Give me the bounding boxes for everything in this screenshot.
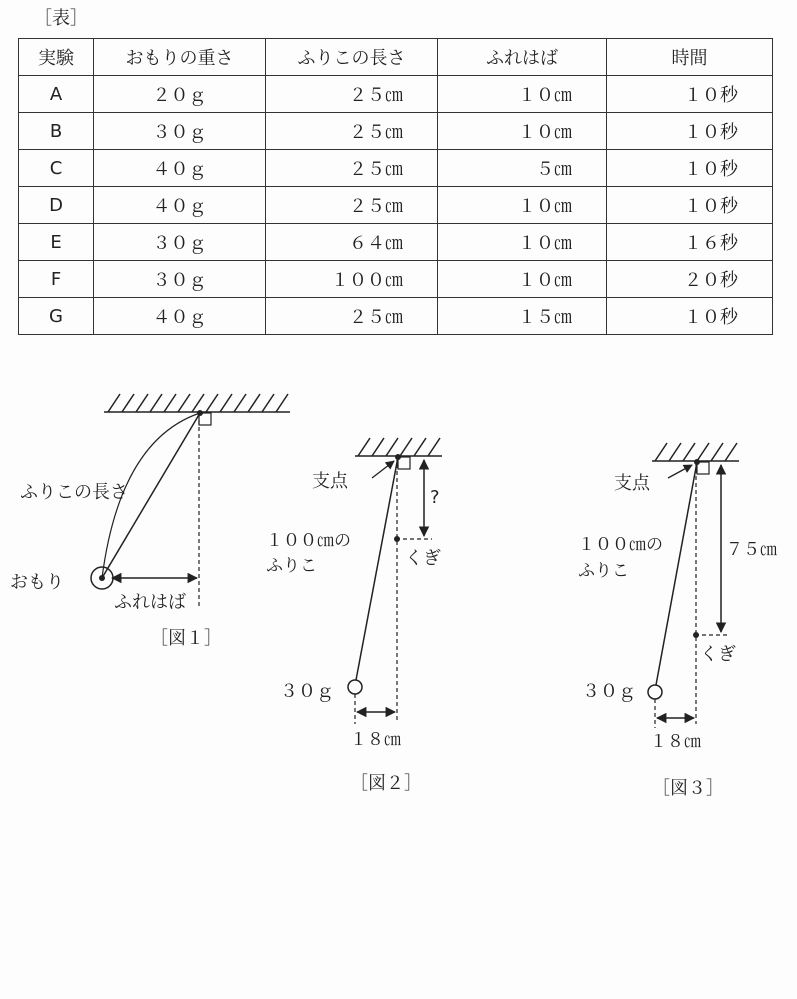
cell-time: １６秒 (607, 224, 773, 261)
cell-time: １０秒 (607, 150, 773, 187)
cell-experiment: D (19, 187, 94, 224)
cell-length: ６４㎝ (266, 224, 438, 261)
question-label: ? (430, 487, 440, 508)
cell-amplitude: １０㎝ (438, 76, 607, 113)
distance-label: ７５㎝ (726, 540, 777, 560)
cell-length: ２５㎝ (266, 113, 438, 150)
cell-experiment: E (19, 224, 94, 261)
figure-3-caption: ［図３］ (652, 778, 724, 799)
table-caption: ［表］ (34, 8, 88, 29)
pendulum-label-line2: ふりこ (266, 556, 317, 576)
cell-weight: ２０ｇ (94, 76, 266, 113)
cell-weight: ４０ｇ (94, 187, 266, 224)
weight-bob (348, 680, 362, 694)
weight-bob (648, 685, 662, 699)
cell-experiment: A (19, 76, 94, 113)
pendulum-label-line2: ふりこ (578, 561, 629, 581)
cell-experiment: G (19, 298, 94, 335)
cell-experiment: F (19, 261, 94, 298)
pendulum-string (656, 462, 697, 685)
bob-center (99, 575, 105, 581)
cell-time: １０秒 (607, 113, 773, 150)
cell-weight: ４０ｇ (94, 298, 266, 335)
figure-2-caption: ［図２］ (350, 773, 422, 794)
cell-time: １０秒 (607, 187, 773, 224)
cell-amplitude: １０㎝ (438, 187, 607, 224)
cell-amplitude: ５㎝ (438, 150, 607, 187)
nail-label: くぎ (405, 548, 441, 569)
pendulum-string (356, 457, 398, 680)
cell-experiment: B (19, 113, 94, 150)
weight-label: おもり (10, 572, 64, 593)
nail-point (394, 536, 400, 542)
figure-1-caption: ［図１］ (150, 628, 222, 649)
cell-experiment: C (19, 150, 94, 187)
nail-point (693, 632, 699, 638)
pivot-pointer-arrow (668, 465, 692, 478)
cell-time: １０秒 (607, 76, 773, 113)
pendulum-label-line1: １００㎝の (266, 531, 351, 551)
cell-length: ２５㎝ (266, 298, 438, 335)
cell-time: ２０秒 (607, 261, 773, 298)
ceiling-hatch (652, 443, 739, 461)
cell-amplitude: １０㎝ (438, 224, 607, 261)
cell-weight: ３０ｇ (94, 261, 266, 298)
ceiling-hatch (104, 394, 290, 412)
figure-2 (266, 438, 442, 794)
cell-weight: ３０ｇ (94, 224, 266, 261)
cell-amplitude: １０㎝ (438, 113, 607, 150)
amplitude-label: １８㎝ (350, 730, 401, 750)
cell-weight: ３０ｇ (94, 113, 266, 150)
nail-label: くぎ (700, 644, 736, 665)
amplitude-label: １８㎝ (650, 732, 701, 752)
cell-length: ２５㎝ (266, 187, 438, 224)
cell-length: ２５㎝ (266, 76, 438, 113)
header-amplitude: ふれはば (438, 39, 607, 76)
cell-amplitude: １５㎝ (438, 298, 607, 335)
header-length: ふりこの長さ (266, 39, 438, 76)
weight-label: ３０ｇ (582, 681, 636, 702)
cell-time: １０秒 (607, 298, 773, 335)
pivot-label: 支点 (614, 473, 650, 494)
cell-weight: ４０ｇ (94, 150, 266, 187)
amplitude-label: ふれはば (114, 592, 186, 613)
header-weight: おもりの重さ (94, 39, 266, 76)
figure-3 (578, 443, 777, 799)
pivot-pointer-arrow (372, 461, 394, 478)
length-label: ふりこの長さ (20, 482, 128, 503)
cell-length: ２５㎝ (266, 150, 438, 187)
figure-1 (10, 394, 290, 649)
pivot-label: 支点 (312, 471, 348, 492)
header-time: 時間 (607, 39, 773, 76)
pendulum-label-line1: １００㎝の (578, 535, 663, 555)
ceiling-hatch (355, 438, 442, 456)
cell-length: １００㎝ (266, 261, 438, 298)
cell-amplitude: １０㎝ (438, 261, 607, 298)
weight-label: ３０ｇ (280, 681, 334, 702)
header-experiment: 実験 (19, 39, 94, 76)
